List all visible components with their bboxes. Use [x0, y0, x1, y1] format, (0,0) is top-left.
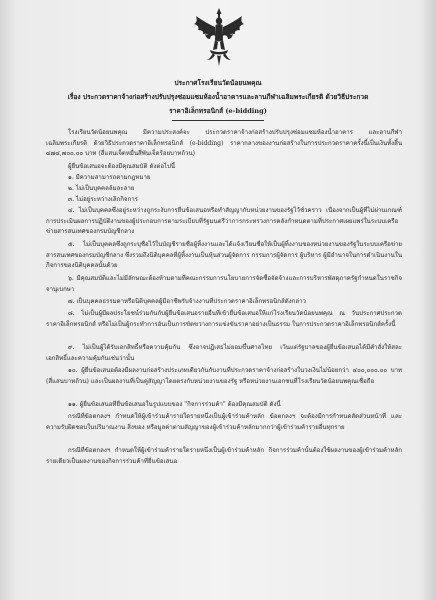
- condition-item: ๑๑. ผู้ยื่นข้อเสนอที่ยื่นข้อเสนอในรูปแบบของ "กิจการร่วมค้า" ต้องมีคุณสมบัติ ดังนี้: [68, 401, 281, 408]
- announcement-subject-continued: ราคาอิเล็กทรอนิกส์ (e-bidding): [169, 107, 267, 115]
- condition-item: ๒. ไม่เป็นบุคคลล้มละลาย: [68, 185, 135, 192]
- joint-venture-paragraph: กรณีที่ข้อตกลงฯ กำหนดให้ผู้เข้าร่วมค้ารายใดรายหนึ่งเป็นผู้เข้าร่วมค้าหลัก ข้อตกลงฯ จะต้องมีการกำหนดสัดส่วนหน้าที่ และความรับผิดชอบในปริมาณงาน สิ่งของ หรือมูลค่าตามสัญญาของผู้เข้าร่วมค้าหลักมากกว่าผู้เข้าร่วมค้ารายอื่นทุกราย: [46, 413, 402, 431]
- intro-paragraph: โรงเรียนวัดน้อยนพคุณ มีความประสงค์จะ ประกวดราคาจ้างก่อสร้างปรับปรุงซ่อมแซมห้องน้ำอาคาร และลานกีฬาเฉลิมพระเกียรติ ด้วยวิธีประกวดราคาอิเล็กทรอนิกส์ (e-bidding) ราคากลางของงานก่อสร้างในการประกวดราคาครั้งนี้เป็นเงินทั้งสิ้น ๔๗๔,๗๐๐.๐๐ บาท (สี่แสนเจ็ดหมื่นสี่พันเจ็ดร้อยบาทถ้วน): [46, 129, 402, 158]
- joint-venture-paragraph: กรณีที่ข้อตกลงฯ กำหนดให้ผู้เข้าร่วมค้ารายใดรายหนึ่งเป็นผู้เข้าร่วมค้าหลัก กิจการร่วมค้านั้นต้องใช้ผลงานของผู้เข้าร่วมค้าหลักรายเดียวเป็นผลงานของกิจการร่วมค้าที่ยื่นข้อเสนอ: [46, 447, 402, 465]
- condition-item: ๔. ไม่เป็นบุคคลซึ่งอยู่ระหว่างถูกระงับการยื่นข้อเสนอหรือทำสัญญากับหน่วยงานของรัฐไว้ชั่วคราว เนื่องจากเป็นผู้ที่ไม่ผ่านเกณฑ์การประเมินผลการปฏิบัติงานของผู้ประกอบการตามระเบียบที่รัฐมนตรีว่าการกระทรวงการคลังกำหนดตามที่ประกาศเผยแพร่ในระบบเครือข่ายสารสนเทศของกรมบัญชีกลาง: [46, 207, 402, 236]
- condition-item: ๓. ไม่อยู่ระหว่างเลิกกิจการ: [68, 196, 138, 203]
- condition-item: ๕. ไม่เป็นบุคคลซึ่งถูกระบุชื่อไว้ในบัญชีรายชื่อผู้ทิ้งงานและได้แจ้งเวียนชื่อให้เป็นผู้ทิ้งงานของหน่วยงานของรัฐในระบบเครือข่ายสารสนเทศของกรมบัญชีกลาง ซึ่งรวมถึงนิติบุคคลที่ผู้ทิ้งงานเป็นหุ้นส่วนผู้จัดการ กรรมการผู้จัดการ ผู้บริหาร ผู้มีอำนาจในการดำเนินงานในกิจการของนิติบุคคลนั้นด้วย: [46, 241, 402, 270]
- heading-divider: [172, 120, 264, 121]
- condition-item: ๖. มีคุณสมบัติและไม่มีลักษณะต้องห้ามตามที่คณะกรรมการนโยบายการจัดซื้อจัดจ้างและการบริหารพัสดุภาครัฐกำหนดในราชกิจจานุเบกษา: [46, 275, 402, 293]
- qualifications-lead: ผู้ยื่นข้อเสนอจะต้องมีคุณสมบัติ ดังต่อไปนี้: [68, 163, 176, 170]
- issuer-title: ประกาศโรงเรียนวัดน้อยนพคุณ: [174, 79, 262, 87]
- condition-item: ๘. ไม่เป็นผู้มีผลประโยชน์ร่วมกันกับผู้ยื่นข้อเสนอรายอื่นที่เข้ายื่นข้อเสนอให้แก่โรงเรียนวัดน้อยนพคุณ ณ วันประกาศประกวดราคาอิเล็กทรอนิกส์ หรือไม่เป็นผู้กระทำการอันเป็นการขัดขวางการแข่งขันราคาอย่างเป็นธรรม ในการประกวดราคาอิเล็กทรอนิกส์ครั้งนี้: [46, 310, 402, 328]
- condition-item: ๗. เป็นบุคคลธรรมดาหรือนิติบุคคลผู้มีอาชีพรับจ้างงานที่ประกวดราคาอิเล็กทรอนิกส์ดังกล่าว: [68, 298, 306, 305]
- garuda-emblem-icon: [190, 6, 248, 70]
- announcement-subject: เรื่อง ประกวดราคาจ้างก่อสร้างปรับปรุงซ่อมแซมห้องน้ำอาคารและลานกีฬาเฉลิมพระเกียรติ ด้วยวิธีประกวด: [67, 93, 369, 101]
- condition-item: ๙. ไม่เป็นผู้ได้รับเอกสิทธิ์หรือความคุ้มกัน ซึ่งอาจปฏิเสธไม่ยอมขึ้นศาลไทย เว้นแต่รัฐบาลของผู้ยื่นข้อเสนอได้มีคำสั่งให้สละเอกสิทธิ์และความคุ้มกันเช่นว่านั้น: [46, 344, 402, 362]
- condition-item: ๑๐. ผู้ยื่นข้อเสนอต้องมีผลงานก่อสร้างประเภทเดียวกันกับงานที่ประกวดราคาจ้างก่อสร้างในวงเงินไม่น้อยกว่า ๔๐๐,๐๐๐.๐๐ บาท (สี่แสนบาทถ้วน) และเป็นผลงานที่เป็นคู่สัญญาโดยตรงกับหน่วยงานของรัฐ หรือหน่วยงานเอกชนที่โรงเรียนวัดน้อยนพคุณเชื่อถือ: [46, 367, 402, 385]
- condition-item: ๑. มีความสามารถตามกฎหมาย: [68, 174, 151, 181]
